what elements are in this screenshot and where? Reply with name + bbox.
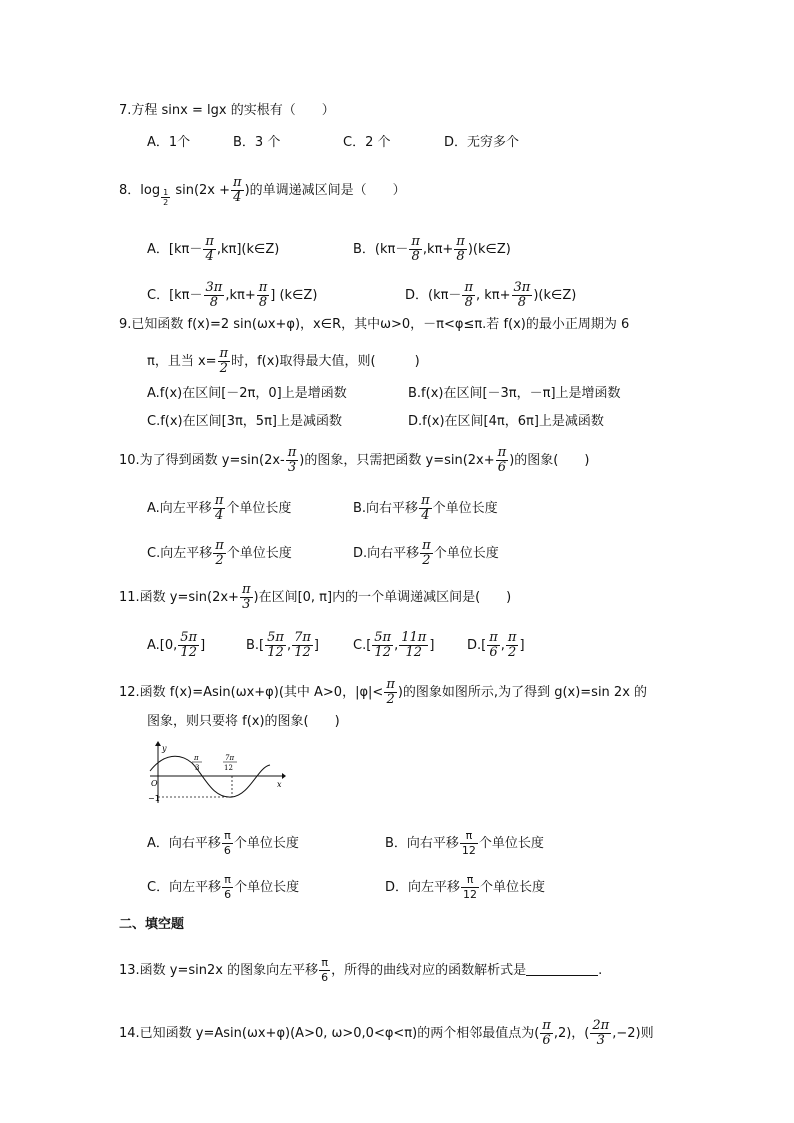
graph-tick1-num: π bbox=[194, 754, 199, 762]
graph-tick2-den: 12 bbox=[224, 764, 233, 772]
q11-stem: 11.函数 y=sin(2x+ $\frac{\pi}{3}$ )在区间[0, π]内的一个单调递减区间是( ) bbox=[119, 582, 512, 612]
graph-curve bbox=[150, 756, 270, 797]
q10-option-a: A.向左平移 $\frac{\pi}{4}$ 个单位长度 bbox=[147, 493, 292, 523]
q12-sine-graph bbox=[146, 741, 286, 807]
q10-option-b: B.向右平移 $\frac{\pi}{4}$ 个单位长度 bbox=[353, 493, 498, 523]
graph-x-arrow bbox=[282, 773, 286, 779]
q8-stem: 8．log $_{\frac{1}{2}}$ sin(2x + $\frac{\pi}{4}$ )的单调递减区间是（ ） bbox=[119, 175, 406, 207]
q8-option-d: D．(kπ－ $\frac{\pi}{8}$ , kπ+ $\frac{3\pi}{8}$ )(k∈Z) bbox=[405, 280, 577, 310]
q12-option-d: D．向左平移 $\frac{\pi}{12}$ 个单位长度 bbox=[385, 873, 546, 901]
graph-origin: O bbox=[151, 779, 158, 788]
q11-option-a: A.[0, $\frac{5\pi}{12}$ ] bbox=[147, 630, 206, 660]
q9-stem-line1: 9.已知函数 f(x)=2 sin(ωx+φ)，x∈R，其中ω>0，－π<φ≤π.若 f(x)的最小正周期为 6 bbox=[119, 317, 630, 332]
graph-tick2-num: 7π bbox=[225, 754, 235, 762]
q8-option-b: B．(kπ－ $\frac{\pi}{8}$ ,kπ+ $\frac{\pi}{8}$ )(k∈Z) bbox=[353, 234, 511, 264]
q10-option-d: D.向右平移 $\frac{\pi}{2}$ 个单位长度 bbox=[353, 538, 499, 568]
q8-option-c: C．[kπ－ $\frac{3\pi}{8}$ ,kπ+ $\frac{\pi}{8}$ ] (k∈Z) bbox=[147, 280, 318, 310]
q11-option-c: C.[ $\frac{5\pi}{12}$ , $\frac{11\pi}{12}$ ] bbox=[353, 630, 435, 660]
q10-option-c: C.向左平移 $\frac{\pi}{2}$ 个单位长度 bbox=[147, 538, 292, 568]
q14-stem: 14.已知函数 y=Asin(ωx+φ)(A>0, ω>0,0<φ<π)的两个相邻最值点为( $\frac{\pi}{6}$ ,2)，( $\frac{2\pi}{3}$ ,−2)则 bbox=[119, 1018, 654, 1048]
q13-stem: 13.函数 y=sin2x 的图象向左平移 $\frac{\pi}{6}$ ，所得的曲线对应的函数解析式是 . bbox=[119, 956, 603, 984]
graph-y-arrow bbox=[155, 741, 161, 746]
graph-tick1-den: 3 bbox=[195, 764, 200, 772]
q12-stem-line2: 图象，则只要将 f(x)的图象( ) bbox=[147, 714, 340, 729]
q7-option-a: A．1个 bbox=[147, 135, 191, 150]
q10-stem: 10.为了得到函数 y=sin(2x- $\frac{\pi}{3}$ )的图象，只需把函数 y=sin(2x+ $\frac{\pi}{6}$ )的图象( ) bbox=[119, 445, 590, 475]
graph-y-label: y bbox=[162, 744, 167, 753]
q7-option-c: C．2 个 bbox=[343, 135, 391, 150]
q12-option-c: C．向左平移 $\frac{\pi}{6}$ 个单位长度 bbox=[147, 873, 300, 901]
graph-neg-one: −1 bbox=[148, 794, 160, 803]
q7-stem: 7.方程 sinx = lgx 的实根有（ ） bbox=[119, 103, 335, 118]
q12-option-b: B．向右平移 $\frac{\pi}{12}$ 个单位长度 bbox=[385, 829, 544, 857]
q12-option-a: A．向右平移 $\frac{\pi}{6}$ 个单位长度 bbox=[147, 829, 299, 857]
q11-option-b: B.[ $\frac{5\pi}{12}$ , $\frac{7\pi}{12}$ ] bbox=[246, 630, 319, 660]
q7-option-b: B．3 个 bbox=[233, 135, 281, 150]
section-fill-in-title: 二、填空题 bbox=[119, 917, 185, 932]
q12-stem-line1: 12.函数 f(x)=Asin(ωx+φ)(其中 A>0，|φ|< $\frac{\pi}{2}$ )的图象如图所示,为了得到 g(x)=sin 2x 的 bbox=[119, 677, 648, 707]
graph-x-label: x bbox=[277, 780, 282, 789]
q11-option-d: D.[ $\frac{\pi}{6}$ , $\frac{\pi}{2}$ ] bbox=[467, 630, 525, 660]
q9-option-c: C.f(x)在区间[3π，5π]上是减函数 bbox=[147, 414, 342, 429]
q9-option-a: A.f(x)在区间[－2π，0]上是增函数 bbox=[147, 386, 347, 401]
q9-option-b: B.f(x)在区间[－3π，－π]上是增函数 bbox=[408, 386, 621, 401]
q9-option-d: D.f(x)在区间[4π，6π]上是减函数 bbox=[408, 414, 604, 429]
q13-answer-blank[interactable] bbox=[526, 961, 598, 976]
q9-stem-line2: π，且当 x= $\frac{\pi}{2}$ 时，f(x)取得最大值，则( ) bbox=[147, 346, 420, 376]
q8-option-a: A．[kπ－ $\frac{\pi}{4}$ ,kπ](k∈Z) bbox=[147, 234, 280, 264]
q7-option-d: D．无穷多个 bbox=[444, 135, 520, 150]
